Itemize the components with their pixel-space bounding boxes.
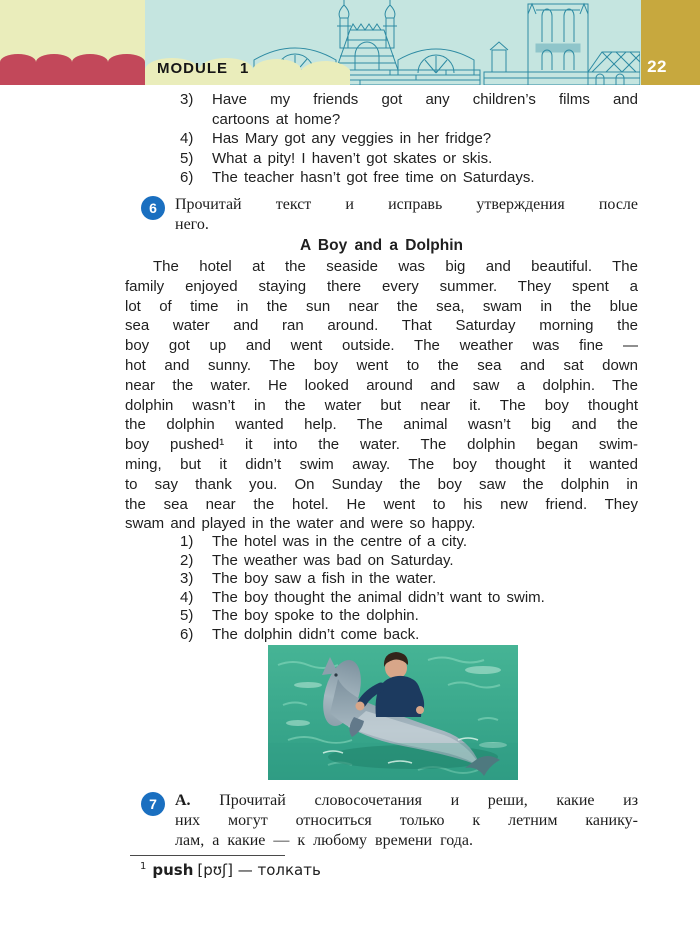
item-number: 5) xyxy=(180,149,194,167)
item-number: 5) xyxy=(180,607,194,624)
footnote xyxy=(140,861,321,879)
item-number: 4) xyxy=(180,588,194,606)
item-text: What a pity! I haven’t got skates or skis. xyxy=(212,149,493,167)
list-item xyxy=(125,90,638,129)
item-number: 6) xyxy=(180,625,194,643)
item-text: The dolphin didn’t come back. xyxy=(212,625,420,643)
story-line: boy got up and went outside. The weather was fine — xyxy=(125,337,638,355)
story-line: The hotel at the seaside was big and beautiful. The xyxy=(153,258,638,275)
module-number: 1 xyxy=(240,60,250,77)
list-item xyxy=(125,626,638,645)
statements-list xyxy=(125,533,638,644)
list-item xyxy=(125,570,638,589)
story-line: dolphin wasn’t in the water but near it. The boy thought xyxy=(125,396,638,414)
story-paragraph xyxy=(125,257,638,534)
story-line: ming, but it didn’t swim away. The boy thought it wanted xyxy=(125,455,638,473)
module-word: MODULE xyxy=(157,60,228,77)
item-text: The weather was bad on Saturday. xyxy=(212,551,454,569)
footnote-word: push xyxy=(152,861,194,879)
footnote-rule xyxy=(130,855,285,856)
exercise-7 xyxy=(125,791,638,851)
list-item xyxy=(125,552,638,571)
item-number: 1) xyxy=(180,533,194,550)
list-item xyxy=(125,149,638,169)
item-text: The hotel was in the centre of a city. xyxy=(212,533,468,550)
list-item xyxy=(125,533,638,552)
list-item xyxy=(125,129,638,149)
item-number: 2) xyxy=(180,551,194,569)
part-label: А. xyxy=(175,792,191,809)
item-text: Have my friends got any children’s films and cartoons at home? xyxy=(212,91,638,128)
item-number: 3) xyxy=(180,570,194,587)
item-text: The boy saw a fish in the water. xyxy=(212,570,437,587)
item-text: The boy thought the animal didn’t want to swim. xyxy=(212,588,545,606)
story-line: to say thank you. On Sunday the boy saw the dolphin in xyxy=(125,475,638,493)
story-line: the sea near the hotel. He went to his new friend. They xyxy=(125,495,638,513)
exercise-instruction: А. Прочитай словосочетания и реши, какие из них могут относиться только к летним канику- лам, а какие — к любому времени года. xyxy=(175,792,639,849)
story-line: sea water and ran around. That Saturday morning the xyxy=(125,317,638,335)
story-line: the dolphin wanted help. The animal wasn’t big and the xyxy=(125,416,638,434)
story-title: A Boy and a Dolphin xyxy=(300,237,463,254)
list-item xyxy=(125,607,638,626)
item-number: 6) xyxy=(180,169,194,186)
exercise-number-badge: 6 xyxy=(141,196,165,220)
story-line: near the water. He looked around and saw a dolphin. The xyxy=(125,376,638,394)
item-number: 3) xyxy=(180,91,194,108)
list-item xyxy=(125,168,638,188)
exercise-6 xyxy=(125,195,638,235)
exercise-instruction: Прочитай текст и исправь утверждения после него. xyxy=(175,196,638,233)
list-item xyxy=(125,589,638,608)
question-list xyxy=(125,90,638,188)
dolphin-photo xyxy=(268,645,518,780)
page-header xyxy=(0,0,700,85)
module-label xyxy=(157,60,249,77)
page-number: 22 xyxy=(647,57,667,76)
page-number-ribbon xyxy=(0,52,145,85)
story-line: family enjoyed staying there every summer. They spent a xyxy=(125,277,638,295)
story-line: boy pushed¹ it into the water. The dolphin began swim- xyxy=(125,436,638,454)
item-text: Has Mary got any veggies in her fridge? xyxy=(212,130,492,147)
footnote-text: [pʊʃ] — толкать xyxy=(197,861,321,879)
item-text: The teacher hasn’t got free time on Saturdays. xyxy=(212,169,535,186)
item-text: The boy spoke to the dolphin. xyxy=(212,607,419,624)
item-number: 4) xyxy=(180,130,194,147)
exercise-number-badge: 7 xyxy=(141,792,165,816)
story-line: hot and sunny. The boy went to the sea and sat down xyxy=(125,356,638,374)
story-line: lot of time in the sun near the sea, swam in the blue xyxy=(125,297,638,315)
footnote-marker: 1 xyxy=(140,861,147,872)
story-line: swam and played in the water and were so happy. xyxy=(125,515,476,533)
